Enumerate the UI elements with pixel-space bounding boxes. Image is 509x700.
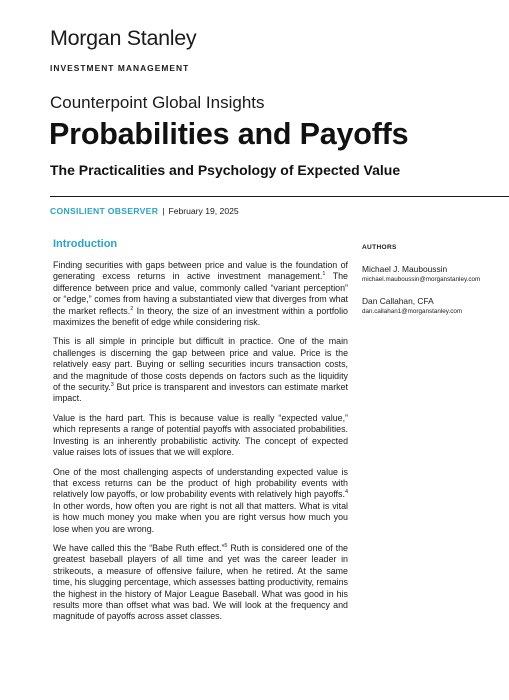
footnote-ref[interactable]: 2: [130, 305, 134, 312]
brand-division: INVESTMENT MANAGEMENT: [50, 63, 190, 73]
paragraph-4: [53, 467, 348, 535]
author-email-link[interactable]: dan.callahan1@morganstanley.com: [362, 308, 463, 315]
paragraph-3: Value is the hard part. This is because value is really “expected value,” which represents a range of potential payoffs with associated probabilities. Investing is an inherently probabilistic activity. The concept of expected value raises lots of issues that we will explore.: [53, 412, 348, 458]
footnote-ref[interactable]: 1: [322, 271, 326, 278]
author-email-link[interactable]: michael.mauboussin@morganstanley.com: [362, 276, 481, 283]
author-name: Michael J. Mauboussin: [362, 264, 448, 274]
text-run: Finding securities with gaps between price and value is the foundation of generating excess returns in active investment management.: [53, 260, 348, 282]
brand-logo: Morgan Stanley: [50, 26, 197, 50]
paragraph-2: [53, 336, 348, 404]
dateline: [50, 206, 239, 216]
publication-name: CONSILIENT OBSERVER: [50, 206, 159, 216]
main-column: [53, 237, 348, 631]
footnote-ref[interactable]: 5: [224, 542, 228, 549]
publication-date: February 19, 2025: [168, 206, 239, 216]
author-entry: [362, 296, 502, 316]
author-entry: [362, 264, 502, 284]
report-title: Probabilities and Payoffs: [49, 117, 409, 151]
text-run: But price is transparent and investors can estimate market impact.: [53, 382, 348, 404]
text-run: The difference between price and value, commonly called “variant perception” or “edge,” comes from having a substantiated view that diverges from what the market reflects.: [53, 271, 348, 316]
series-title: Counterpoint Global Insights: [50, 93, 265, 112]
footnote-ref[interactable]: 3: [110, 382, 114, 389]
authors-label: AUTHORS: [362, 244, 397, 251]
header-divider: [50, 196, 509, 197]
author-name: Dan Callahan, CFA: [362, 296, 434, 306]
dateline-separator: |: [162, 206, 165, 216]
text-run: In theory, the size of an investment within a portfolio maximizes the benefit of edge while considering risk.: [53, 305, 348, 328]
text-run: This is all simple in principle but difficult in practice. One of the main challenges is discerning the gap between price and value. Price is the relatively easy part. Buying or selling securities incurs transaction costs, and the magnitude of those costs depends on factors such as the liquidity of the security.: [53, 336, 348, 393]
footnote-ref[interactable]: 4: [344, 489, 348, 496]
section-heading: Introduction: [53, 238, 118, 250]
text-run: In other words, how often you are right is not all that matters. What is vital is how much money you make when you are right versus how much you lose when you are wrong.: [53, 500, 348, 534]
paragraph-5: [53, 543, 348, 623]
paragraph-1: [53, 260, 348, 328]
text-run: We have called this the “Babe Ruth effect.”: [53, 542, 225, 553]
text-run: Ruth is considered one of the greatest baseball players of all time and yet was the career leader in strikeouts, a measure of offensive failure, when he retired. At the same time, his slugging percentage, which assesses batting productivity, remains the highest in the history of Major League Baseball. What was good in his results more than offset what was bad. We will look at the frequency and magnitude of payoffs across asset classes.: [53, 542, 348, 622]
text-run: One of the most challenging aspects of understanding expected value is that excess returns can be the product of high probability events with relatively low payoffs, or low probability events with relatively high payoffs.: [53, 466, 348, 500]
report-subtitle: The Practicalities and Psychology of Expected Value: [50, 162, 401, 178]
authors-sidebar: [362, 244, 502, 328]
